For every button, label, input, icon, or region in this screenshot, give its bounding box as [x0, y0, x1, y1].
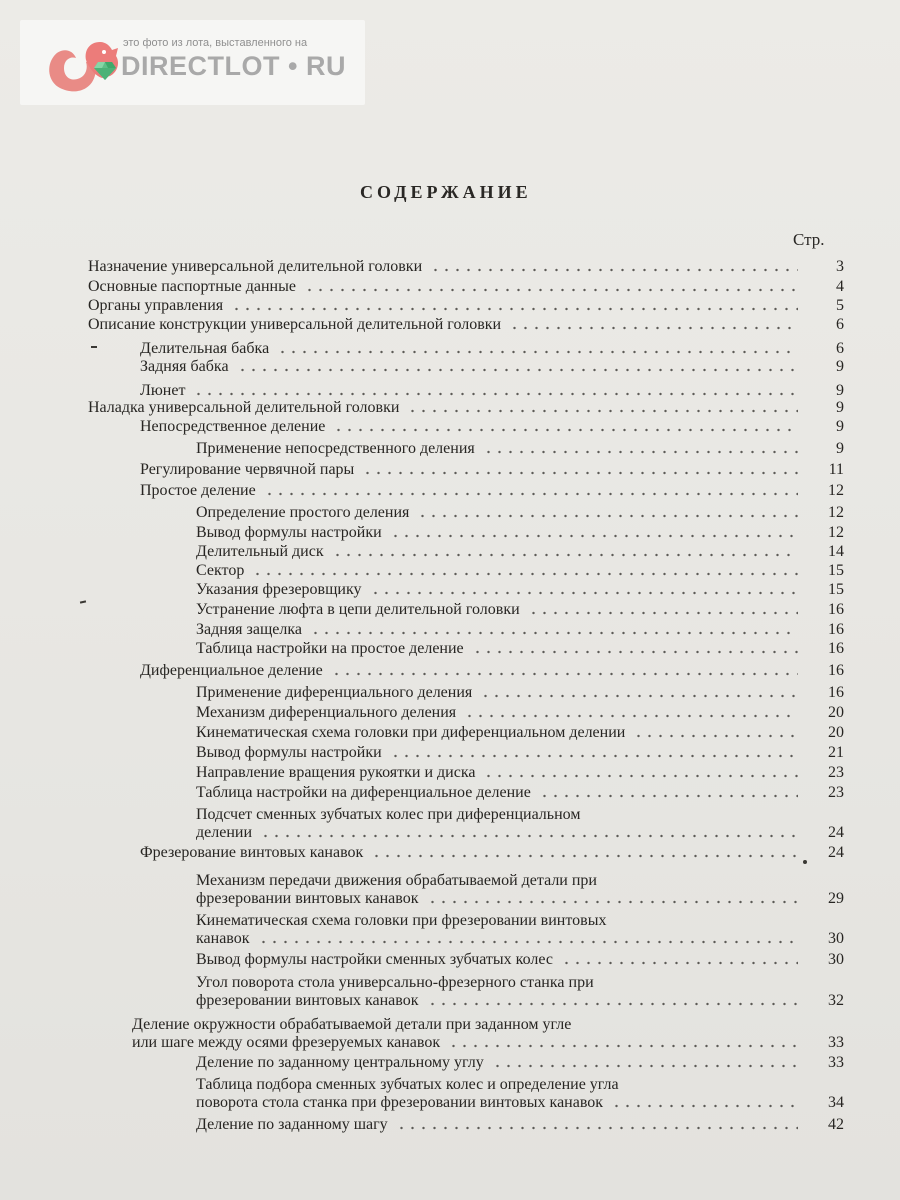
stray-mark: [91, 346, 97, 348]
toc-entry-title: Сектор: [196, 562, 245, 579]
toc-entry-title: Люнет: [140, 382, 186, 399]
dot-leader: [539, 794, 798, 798]
toc-entry-title: Описание конструкции универсальной делительной головки: [88, 316, 502, 333]
toc-entry-title: Таблица настройки на простое деление: [196, 640, 464, 657]
toc-page-number: 6: [836, 340, 844, 357]
toc-page-number: 33: [828, 1054, 844, 1071]
toc-entry-title: Применение диференциального деления: [196, 684, 473, 701]
toc-entry-title: фрезеровании винтовых канавок: [196, 890, 419, 907]
toc-page-number: 16: [828, 684, 844, 701]
toc-page-number: 12: [828, 482, 844, 499]
toc-page-number: 11: [828, 461, 844, 478]
dot-leader: [332, 553, 798, 557]
dot-leader: [333, 428, 798, 432]
toc-entry-title: Деление окружности обрабатываемой детали при заданном угле: [132, 1016, 572, 1033]
toc-entry-title: Деление по заданному центральному углу: [196, 1054, 484, 1071]
toc-entry-title: Регулирование червячной пары: [140, 461, 355, 478]
toc-entry-title: Применение непосредственного деления: [196, 440, 475, 457]
dot-leader: [252, 572, 798, 576]
dot-leader: [427, 1002, 799, 1006]
toc-page-number: 14: [828, 543, 844, 560]
dot-leader: [417, 514, 798, 518]
dot-leader: [509, 326, 798, 330]
toc-entry-title: канавок: [196, 930, 250, 947]
stray-mark: [803, 860, 807, 864]
toc-entry-title: Направление вращения рукоятки и диска: [196, 764, 476, 781]
toc-entry-title: Органы управления: [88, 297, 224, 314]
toc-page-number: 15: [828, 581, 844, 598]
toc-page-number: 33: [828, 1034, 844, 1051]
toc-page-number: 6: [836, 316, 844, 333]
dot-leader: [528, 611, 798, 615]
dot-leader: [237, 368, 798, 372]
dot-leader: [561, 961, 798, 965]
toc-page-number: 20: [828, 704, 844, 721]
dot-leader: [390, 754, 798, 758]
dot-leader: [472, 650, 798, 654]
toc-entry-title: Вывод формулы настройки: [196, 524, 382, 541]
dot-leader: [390, 534, 798, 538]
toc-entry-title: Непосредственное деление: [140, 418, 326, 435]
toc-page-number: 21: [828, 744, 844, 761]
toc-page-number: 23: [828, 784, 844, 801]
toc-entry-title: Вывод формулы настройки: [196, 744, 382, 761]
toc-page-number: 24: [828, 844, 844, 861]
dot-leader: [277, 350, 798, 354]
toc-page-number: 9: [836, 358, 844, 375]
toc-page-number: 12: [828, 504, 844, 521]
toc-entry-title: Указания фрезеровщику: [196, 581, 362, 598]
dot-leader: [427, 900, 799, 904]
dot-leader: [310, 631, 798, 635]
toc-page-number: 30: [828, 951, 844, 968]
toc-entry-title: Таблица подбора сменных зубчатых колес и определение угла: [196, 1076, 619, 1093]
toc-entry-title: Устранение люфта в цепи делительной головки: [196, 601, 520, 618]
dot-leader: [258, 940, 798, 944]
toc-page-number: 9: [836, 440, 844, 457]
toc-page-number: 16: [828, 601, 844, 618]
toc-page-number: 32: [828, 992, 844, 1009]
toc-entry-title: Угол поворота стола универсально-фрезерного станка при: [196, 974, 594, 991]
toc-entry-title: Определение простого деления: [196, 504, 410, 521]
toc-entry-title: Подсчет сменных зубчатых колес при диференциальном: [196, 806, 581, 823]
dot-leader: [260, 834, 798, 838]
toc-page-number: 20: [828, 724, 844, 741]
toc-page-number: 30: [828, 930, 844, 947]
toc-page-number: 16: [828, 640, 844, 657]
toc-entry-title: Диференциальное деление: [140, 662, 323, 679]
toc-entry-title: Механизм диференциального деления: [196, 704, 457, 721]
dot-leader: [480, 694, 798, 698]
toc-page-number: 9: [836, 418, 844, 435]
dot-leader: [231, 307, 798, 311]
dot-leader: [633, 734, 798, 738]
toc-entry-title: или шаге между осями фрезеруемых канавок: [132, 1034, 441, 1051]
dot-leader: [264, 492, 798, 496]
toc-entry-title: Задняя защелка: [196, 621, 302, 638]
toc-entry-title: Кинематическая схема головки при фрезеровании винтовых: [196, 912, 607, 929]
dot-leader: [396, 1126, 798, 1130]
dot-leader: [483, 774, 798, 778]
toc-page-number: 5: [836, 297, 844, 314]
toc-page-number: 16: [828, 621, 844, 638]
toc-entry-title: Простое деление: [140, 482, 256, 499]
toc-entry-title: Делительная бабка: [140, 340, 270, 357]
toc-entry-title: Основные паспортные данные: [88, 278, 296, 295]
toc-entry-title: Задняя бабка: [140, 358, 229, 375]
dot-leader: [464, 714, 798, 718]
toc-entry-title: Таблица настройки на диференциальное деление: [196, 784, 531, 801]
page-column-header: Стр.: [793, 230, 825, 249]
toc-title: СОДЕРЖАНИЕ: [360, 182, 532, 202]
toc-page-number: 9: [836, 399, 844, 416]
dot-leader: [370, 591, 798, 595]
toc-entry-title: делении: [196, 824, 253, 841]
dot-leader: [371, 854, 798, 858]
toc-page-number: 9: [836, 382, 844, 399]
toc-entry-title: Кинематическая схема головки при диференциальном делении: [196, 724, 626, 741]
toc-entry-title: Деление по заданному шагу: [196, 1116, 388, 1133]
dot-leader: [407, 409, 798, 413]
dot-leader: [193, 392, 798, 396]
dot-leader: [492, 1064, 798, 1068]
toc-entry-title: Назначение универсальной делительной головки: [88, 258, 423, 275]
toc-entry-title: Делительный диск: [196, 543, 324, 560]
dot-leader: [448, 1044, 798, 1048]
toc-entry-title: Фрезерование винтовых канавок: [140, 844, 364, 861]
dot-leader: [611, 1104, 798, 1108]
toc-entry-title: Наладка универсальной делительной головки: [88, 399, 400, 416]
toc-page-number: 16: [828, 662, 844, 679]
toc-page-number: 3: [836, 258, 844, 275]
toc-entry-title: поворота стола станка при фрезеровании винтовых канавок: [196, 1094, 604, 1111]
toc-entry-title: Вывод формулы настройки сменных зубчатых колес: [196, 951, 553, 968]
toc-page-number: 34: [828, 1094, 844, 1111]
toc-page-number: 15: [828, 562, 844, 579]
dot-leader: [362, 471, 798, 475]
dot-leader: [331, 672, 798, 676]
toc-page-number: 42: [828, 1116, 844, 1133]
toc-entry-title: фрезеровании винтовых канавок: [196, 992, 419, 1009]
toc-page-number: 23: [828, 764, 844, 781]
toc-page-number: 12: [828, 524, 844, 541]
watermark-caption: это фото из лота, выставленного на: [123, 37, 308, 49]
dot-leader: [483, 450, 798, 454]
toc-page-number: 4: [836, 278, 844, 295]
toc-entry-title: Механизм передачи движения обрабатываемой детали при: [196, 872, 597, 889]
toc-page-number: 24: [828, 824, 844, 841]
dot-leader: [430, 268, 798, 272]
dot-leader: [304, 288, 798, 292]
toc-page-number: 29: [828, 890, 844, 907]
watermark-brand: DIRECTLOT • RU: [121, 51, 346, 81]
